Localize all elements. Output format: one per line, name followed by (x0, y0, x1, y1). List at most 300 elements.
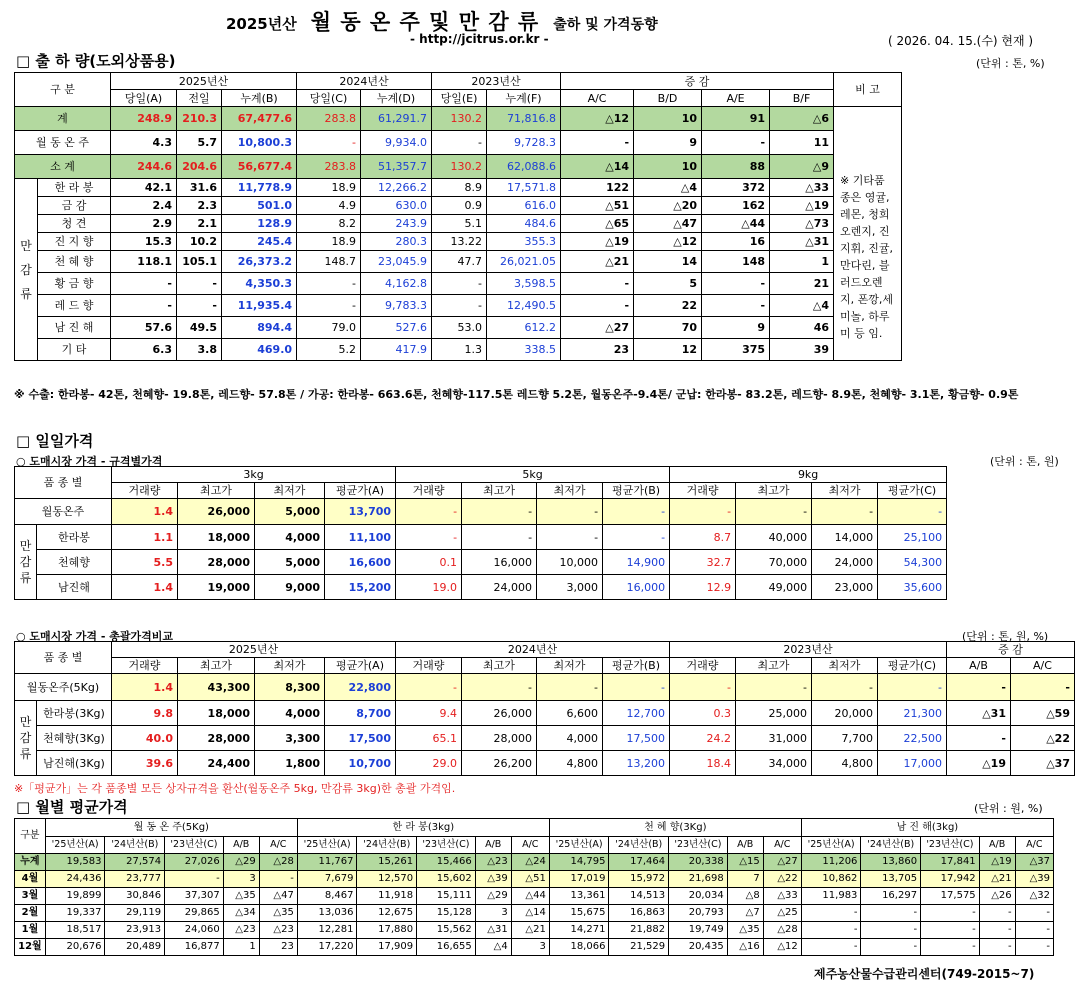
table-cell: 18,000 (178, 701, 255, 726)
table-cell: △51 (511, 871, 549, 888)
col-header: A/C (1011, 658, 1075, 674)
table-cell: 248.9 (111, 107, 177, 131)
table-cell: 10,000 (537, 550, 603, 575)
table-cell: - (603, 499, 670, 525)
table-cell: - (670, 674, 736, 701)
table-cell: △25 (763, 905, 801, 922)
table-cell: 8,300 (255, 674, 325, 701)
col-header: B/F (770, 90, 834, 107)
monthly-price-table (14, 818, 1054, 956)
table-cell: 24,400 (178, 751, 255, 776)
table-cell: 28,000 (462, 726, 537, 751)
table-cell: △31 (947, 701, 1011, 726)
table-cell: 105.1 (177, 251, 222, 273)
table-cell: 13,361 (549, 888, 609, 905)
table-cell: 25,000 (736, 701, 812, 726)
header-gubun: 구분 (15, 819, 46, 854)
table-cell: 67,477.6 (222, 107, 297, 131)
table-cell: △20 (634, 197, 702, 215)
col-header: 거래량 (112, 483, 178, 499)
remark-cell: ※ 기타품종은 영귤,레몬, 청희오렌지, 진지휘, 진귤, 만다린, 블러드오렌지, 폰깡,세미놀, 하루미 등 임. (834, 155, 902, 361)
table-cell: - (603, 525, 670, 550)
table-cell: - (432, 131, 487, 155)
table-cell: 12,281 (297, 922, 357, 939)
table-cell: 162 (702, 197, 770, 215)
group-header: 월 동 온 주(5Kg) (45, 819, 297, 837)
table-cell: 19.0 (396, 575, 462, 600)
table-cell: - (462, 499, 537, 525)
table-cell: △39 (475, 871, 511, 888)
table-cell: - (1015, 939, 1053, 956)
table-cell: 23,913 (105, 922, 165, 939)
col-header: B/D (634, 90, 702, 107)
table-cell: △73 (770, 215, 834, 233)
table-cell: - (812, 674, 878, 701)
table-cell: 1.4 (112, 499, 178, 525)
col-header: 평균가(C) (878, 483, 947, 499)
table-row (15, 922, 1054, 939)
table-cell: 355.3 (487, 233, 561, 251)
table-cell: 11,983 (801, 888, 861, 905)
group-header: 한 라 봉(3kg) (297, 819, 549, 837)
table-cell: △12 (561, 107, 634, 131)
table-cell: △23 (259, 922, 297, 939)
header-3kg: 3kg (112, 467, 396, 483)
table-cell: - (432, 273, 487, 295)
title-year: 2025년산 (226, 15, 297, 33)
table-cell: △37 (1015, 854, 1053, 871)
col-header: 최고가 (178, 483, 255, 499)
table-row (15, 674, 1075, 701)
table-row (15, 317, 1075, 339)
row-label: 남진해 (37, 575, 112, 600)
table-cell: 5.2 (297, 339, 361, 361)
table-cell: 1.4 (112, 575, 178, 600)
table-row (15, 251, 1075, 273)
col-header: 거래량 (396, 483, 462, 499)
table-cell: △14 (561, 155, 634, 179)
table-cell: 16,863 (609, 905, 669, 922)
table-cell: 9.4 (396, 701, 462, 726)
col-header: 당일(A) (111, 90, 177, 107)
table-cell: 10,800.3 (222, 131, 297, 155)
table-cell: 28,000 (178, 726, 255, 751)
col-header: 최고가 (736, 483, 812, 499)
col-header: 누계(B) (222, 90, 297, 107)
row-label: 레 드 향 (38, 295, 111, 317)
table-cell: △26 (979, 888, 1015, 905)
table-cell: - (603, 674, 670, 701)
col-header: 최저가 (255, 483, 325, 499)
shipment-unit: (단위 : 톤, %) (976, 57, 1045, 70)
table-cell: △9 (770, 155, 834, 179)
monthly-unit: (단위 : 원, %) (974, 802, 1043, 815)
table-cell: 10 (634, 107, 702, 131)
table-cell: 29,119 (105, 905, 165, 922)
table-cell: - (1011, 674, 1075, 701)
table-cell: 0.1 (396, 550, 462, 575)
table-cell: - (736, 674, 812, 701)
table-cell: 12 (634, 339, 702, 361)
table-cell: 23,045.9 (361, 251, 432, 273)
table-cell: 210.3 (177, 107, 222, 131)
table-cell: 13,705 (861, 871, 921, 888)
table-cell: 21,300 (878, 701, 947, 726)
table-cell: 2.4 (111, 197, 177, 215)
table-cell: △23 (223, 922, 259, 939)
table-cell: 16,877 (165, 939, 224, 956)
table-cell: 6.3 (111, 339, 177, 361)
table-cell: 484.6 (487, 215, 561, 233)
table-cell: 11,767 (297, 854, 357, 871)
table-cell: △21 (511, 922, 549, 939)
table-cell: 4.9 (297, 197, 361, 215)
table-cell: △4 (475, 939, 511, 956)
row-label: 한 라 봉 (38, 179, 111, 197)
table-cell: 27,574 (105, 854, 165, 871)
table-cell: - (396, 499, 462, 525)
table-cell: 31,000 (736, 726, 812, 751)
table-cell: 338.5 (487, 339, 561, 361)
col-header: A/C (1015, 837, 1053, 854)
col-header: '25년산(A) (801, 837, 861, 854)
table-cell: 22,500 (878, 726, 947, 751)
table-cell: 3 (475, 905, 511, 922)
daily-price-table (14, 466, 947, 600)
table-cell: - (561, 273, 634, 295)
table-cell: - (1015, 905, 1053, 922)
table-cell: 18,517 (45, 922, 105, 939)
table-cell: △16 (727, 939, 763, 956)
col-header: 최저가 (812, 483, 878, 499)
table-cell: - (177, 295, 222, 317)
table-cell: 9,728.3 (487, 131, 561, 155)
table-cell: 14,900 (603, 550, 670, 575)
table-cell: - (165, 871, 224, 888)
table-cell: 21,882 (609, 922, 669, 939)
table-cell: - (297, 131, 361, 155)
table-cell: 20,338 (669, 854, 728, 871)
col-header: '24년산(B) (861, 837, 921, 854)
table-cell: 283.8 (297, 155, 361, 179)
table-cell: 88 (702, 155, 770, 179)
table-cell: 37,307 (165, 888, 224, 905)
table-cell: △35 (223, 888, 259, 905)
title-main: 월 동 온 주 및 만 감 류 (310, 10, 540, 34)
table-row (15, 179, 1075, 197)
table-cell: 8,700 (325, 701, 396, 726)
table-row (15, 550, 947, 575)
section-title-monthly: □ 월별 평균가격 (16, 798, 128, 816)
table-cell: 18,066 (549, 939, 609, 956)
table-cell: 15,466 (417, 854, 476, 871)
col-header: '23년산(C) (417, 837, 476, 854)
table-cell: 15,111 (417, 888, 476, 905)
col-header: '24년산(B) (609, 837, 669, 854)
table-cell: - (111, 273, 177, 295)
table-cell: 39.6 (112, 751, 178, 776)
table-cell: △22 (763, 871, 801, 888)
table-cell: 47.7 (432, 251, 487, 273)
row-label: 월동온주(5Kg) (15, 674, 112, 701)
table-cell: 20,676 (45, 939, 105, 956)
col-header: 거래량 (396, 658, 462, 674)
col-header: '25년산(A) (45, 837, 105, 854)
table-cell: △28 (763, 922, 801, 939)
row-label: 누계 (15, 854, 46, 871)
header-change: 증 감 (947, 642, 1075, 658)
col-header: 최저가 (255, 658, 325, 674)
daily-subtitle: ○ 도매시장 가격 - 규격별가격 (16, 455, 163, 468)
table-cell: 4,800 (537, 751, 603, 776)
table-cell: 15,675 (549, 905, 609, 922)
col-header: '23년산(C) (165, 837, 224, 854)
table-cell: 243.9 (361, 215, 432, 233)
table-cell: 16,600 (325, 550, 396, 575)
table-row (15, 525, 947, 550)
col-header: 평균가(A) (325, 658, 396, 674)
table-cell: 14,513 (609, 888, 669, 905)
table-cell: 15,261 (357, 854, 417, 871)
col-header: 최고가 (736, 658, 812, 674)
table-cell: 527.6 (361, 317, 432, 339)
table-cell: 128.9 (222, 215, 297, 233)
table-cell: 148 (702, 251, 770, 273)
table-cell: 3 (511, 939, 549, 956)
row-label: 청 견 (38, 215, 111, 233)
table-cell: 54,300 (878, 550, 947, 575)
table-cell: 16,000 (462, 550, 537, 575)
col-header: '24년산(B) (357, 837, 417, 854)
table-cell: 15,128 (417, 905, 476, 922)
table-cell: △7 (727, 905, 763, 922)
table-cell: 29,865 (165, 905, 224, 922)
table-cell: 9 (634, 131, 702, 155)
table-cell: △19 (979, 854, 1015, 871)
site-url[interactable]: - http://jcitrus.or.kr - (410, 32, 549, 46)
col-header: 거래량 (670, 658, 736, 674)
col-header: 당일(E) (432, 90, 487, 107)
table-cell: 17,880 (357, 922, 417, 939)
table-cell: △31 (770, 233, 834, 251)
table-cell: 49,000 (736, 575, 812, 600)
table-cell: - (396, 674, 462, 701)
table-cell: 24,436 (45, 871, 105, 888)
table-cell: - (861, 922, 921, 939)
row-label: 남 진 해 (38, 317, 111, 339)
table-cell: 10,700 (325, 751, 396, 776)
table-cell: 501.0 (222, 197, 297, 215)
table-cell: 3.8 (177, 339, 222, 361)
table-cell: 417.9 (361, 339, 432, 361)
table-row (15, 888, 1054, 905)
table-row (15, 854, 1054, 871)
table-cell: 5.7 (177, 131, 222, 155)
table-row (15, 131, 1075, 155)
table-cell: 91 (702, 107, 770, 131)
table-cell: △59 (1011, 701, 1075, 726)
table-cell: 14,271 (549, 922, 609, 939)
table-cell: 13,700 (325, 499, 396, 525)
table-cell: 34,000 (736, 751, 812, 776)
table-cell: - (561, 295, 634, 317)
row-label: 4월 (15, 871, 46, 888)
table-cell: △29 (223, 854, 259, 871)
table-row (15, 726, 1075, 751)
table-cell: 20,489 (105, 939, 165, 956)
table-cell: 24.2 (670, 726, 736, 751)
table-cell: 70,000 (736, 550, 812, 575)
table-cell: 18.9 (297, 179, 361, 197)
row-label: 한라봉(3Kg) (37, 701, 112, 726)
table-cell: 8.2 (297, 215, 361, 233)
table-cell: △21 (561, 251, 634, 273)
table-cell: - (801, 939, 861, 956)
table-cell: 23,777 (105, 871, 165, 888)
table-cell: - (921, 905, 980, 922)
table-cell: - (702, 273, 770, 295)
table-cell: 65.1 (396, 726, 462, 751)
row-label: 3월 (15, 888, 46, 905)
report-title (226, 6, 658, 34)
table-cell: 16,297 (861, 888, 921, 905)
table-cell: 24,000 (462, 575, 537, 600)
table-cell: 4,800 (812, 751, 878, 776)
header-pum: 품 종 별 (15, 467, 112, 499)
row-label: 천 혜 향 (38, 251, 111, 273)
table-cell: 17,019 (549, 871, 609, 888)
table-cell: △47 (634, 215, 702, 233)
table-cell: 2.3 (177, 197, 222, 215)
table-cell: 15,200 (325, 575, 396, 600)
table-cell: - (921, 939, 980, 956)
table-cell: - (462, 674, 537, 701)
table-cell: 15,562 (417, 922, 476, 939)
table-cell: 26,021.05 (487, 251, 561, 273)
table-cell: 17,575 (921, 888, 980, 905)
table-cell: 245.4 (222, 233, 297, 251)
table-cell: △22 (1011, 726, 1075, 751)
total-price-table (14, 641, 1075, 776)
table-cell: 630.0 (361, 197, 432, 215)
table-cell: 21 (770, 273, 834, 295)
table-cell: - (396, 525, 462, 550)
table-cell: 26,200 (462, 751, 537, 776)
row-label: 계 (15, 107, 111, 131)
table-cell: 372 (702, 179, 770, 197)
table-cell: 9,783.3 (361, 295, 432, 317)
table-cell: 16,000 (603, 575, 670, 600)
table-row (15, 155, 1075, 179)
total-unit: (단위 : 톤, 원, %) (962, 630, 1049, 643)
header-gubun: 구 분 (15, 73, 111, 107)
col-header: '25년산(A) (549, 837, 609, 854)
table-cell: 19,337 (45, 905, 105, 922)
table-cell: - (561, 131, 634, 155)
table-row (15, 575, 947, 600)
table-cell: 23,000 (812, 575, 878, 600)
table-cell: 204.6 (177, 155, 222, 179)
table-cell: 5.1 (432, 215, 487, 233)
table-cell: 43,300 (178, 674, 255, 701)
table-cell: 1 (770, 251, 834, 273)
table-cell: △37 (1011, 751, 1075, 776)
table-cell: 6,600 (537, 701, 603, 726)
col-header: A/B (223, 837, 259, 854)
table-cell: 15.3 (111, 233, 177, 251)
table-cell: 17,500 (603, 726, 670, 751)
table-cell: 28,000 (178, 550, 255, 575)
table-cell: 22,800 (325, 674, 396, 701)
table-cell: 12,266.2 (361, 179, 432, 197)
row-label: 황 금 향 (38, 273, 111, 295)
table-cell: 0.3 (670, 701, 736, 726)
table-cell: 40.0 (112, 726, 178, 751)
report-date: ( 2026. 04. 15.(수) 현재 ) (888, 34, 1034, 48)
table-row (15, 215, 1075, 233)
table-cell: 616.0 (487, 197, 561, 215)
table-cell: △32 (1015, 888, 1053, 905)
header-2025: 2025년산 (112, 642, 396, 658)
col-header: A/E (702, 90, 770, 107)
table-cell: 1.1 (112, 525, 178, 550)
table-cell: - (947, 726, 1011, 751)
table-cell: 17,909 (357, 939, 417, 956)
table-cell: △8 (727, 888, 763, 905)
table-cell: 5,000 (255, 550, 325, 575)
table-row (15, 197, 1075, 215)
table-cell: △29 (475, 888, 511, 905)
table-cell: 18.4 (670, 751, 736, 776)
shipment-table (14, 72, 1075, 361)
table-cell: 280.3 (361, 233, 432, 251)
table-cell: - (947, 674, 1011, 701)
table-row (15, 905, 1054, 922)
table-cell: 5.5 (112, 550, 178, 575)
table-cell: 19,749 (669, 922, 728, 939)
table-cell: 2.1 (177, 215, 222, 233)
table-cell: 15,972 (609, 871, 669, 888)
row-label: 12월 (15, 939, 46, 956)
table-cell: 62,088.6 (487, 155, 561, 179)
table-cell: 7,700 (812, 726, 878, 751)
table-cell: 24,060 (165, 922, 224, 939)
table-cell: 4,000 (255, 525, 325, 550)
table-cell: - (259, 871, 297, 888)
table-cell: 1.3 (432, 339, 487, 361)
table-cell: △6 (770, 107, 834, 131)
table-cell: 14,000 (812, 525, 878, 550)
col-header: 누계(D) (361, 90, 432, 107)
table-cell: - (702, 131, 770, 155)
table-cell: 13,036 (297, 905, 357, 922)
table-cell: - (878, 499, 947, 525)
table-row (15, 233, 1075, 251)
table-cell: 130.2 (432, 155, 487, 179)
header-2023: 2023년산 (670, 642, 947, 658)
table-cell: 79.0 (297, 317, 361, 339)
table-cell: 35,600 (878, 575, 947, 600)
table-cell: 17,571.8 (487, 179, 561, 197)
section-title-daily: □ 일일가격 (16, 432, 94, 450)
col-header: A/C (561, 90, 634, 107)
table-cell: △47 (259, 888, 297, 905)
daily-unit: (단위 : 톤, 원) (990, 455, 1059, 468)
table-cell: 27,026 (165, 854, 224, 871)
table-cell: 19,583 (45, 854, 105, 871)
table-cell: 56,677.4 (222, 155, 297, 179)
table-cell: 17,942 (921, 871, 980, 888)
